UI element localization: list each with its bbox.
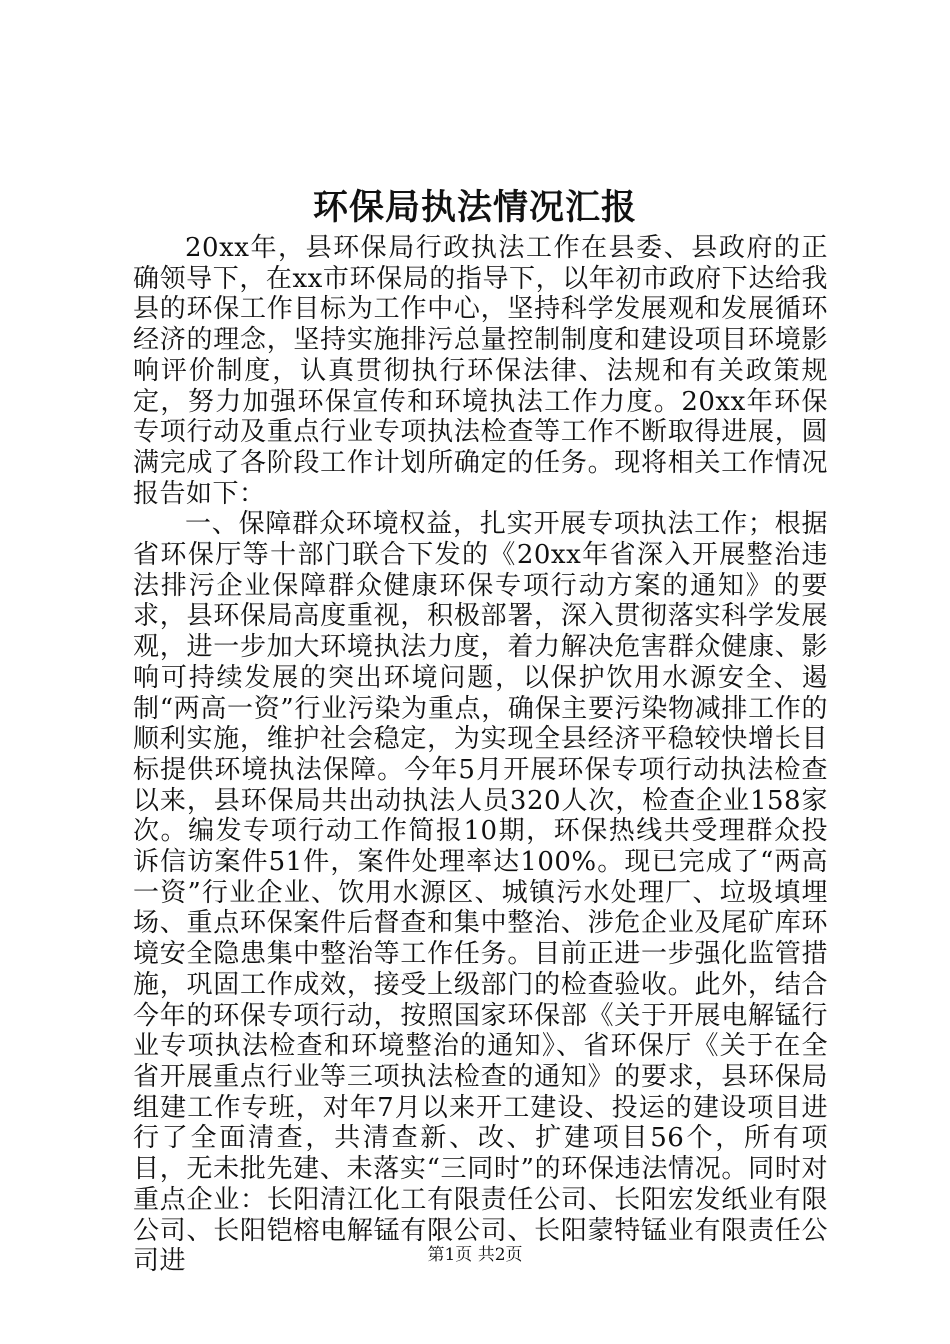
document-body xyxy=(133,233,828,1277)
page-footer: 第1页 共2页 xyxy=(427,1245,523,1265)
document-title: 环保局执法情况汇报 xyxy=(312,187,637,228)
paragraph-section-one: 一、保障群众环境权益，扎实开展专项执法工作；根据省环保厅等十部门联合下发的《20xx年省深入开展整治违法排污企业保障群众健康环保专项行动方案的通知》的要求，县环保局高度重视，积极部署，深入贯彻落实科学发展观，进一步加大环境执法力度，着力解决危害群众健康、影响可持续发展的突出环境问题，以保护饮用水源安全、遏制“两高一资”行业污染为重点，确保主要污染物减排工作的顺利实施，维护社会稳定，为实现全县经济平稳较快增长目标提供环境执法保障。今年5月开展环保专项行动执法检查以来，县环保局共出动执法人员320人次，检查企业158家次。编发专项行动工作简报10期，环保热线共受理群众投诉信访案件51件，案件处理率达100%。现已完成了“两高一资”行业企业、饮用水源区、城镇污水处理厂、垃圾填埋场、重点环保案件后督查和集中整治、涉危企业及尾矿库环境安全隐患集中整治等工作任务。目前正进一步强化监管措施，巩固工作成效，接受上级部门的检查验收。此外，结合今年的环保专项行动，按照国家环保部《关于开展电解锰行业专项执法检查和环境整治的通知》、省环保厅《关于在全省开展重点行业等三项执法检查的通知》的要求，县环保局组建工作专班，对年7月以来开工建设、投运的建设项目进行了全面清查，共清查新、改、扩建项目56个，所有项目，无未批先建、未落实“三同时”的环保违法情况。同时对重点企业：长阳清江化工有限责任公司、长阳宏发纸业有限公司、长阳铠榕电解锰有限公司、长阳蒙特锰业有限责任公司进 xyxy=(133,509,828,1277)
paragraph-intro: 20xx年，县环保局行政执法工作在县委、县政府的正确领导下，在xx市环保局的指导下，以年初市政府下达给我县的环保工作目标为工作中心，坚持科学发展观和发展循环经济的理念，坚持实施排污总量控制制度和建设项目环境影响评价制度，认真贯彻执行环保法律、法规和有关政策规定，努力加强环保宣传和环境执法工作力度。20xx年环保专项行动及重点行业专项执法检查等工作不断取得进展，圆满完成了各阶段工作计划所确定的任务。现将相关工作情况报告如下： xyxy=(133,233,828,509)
